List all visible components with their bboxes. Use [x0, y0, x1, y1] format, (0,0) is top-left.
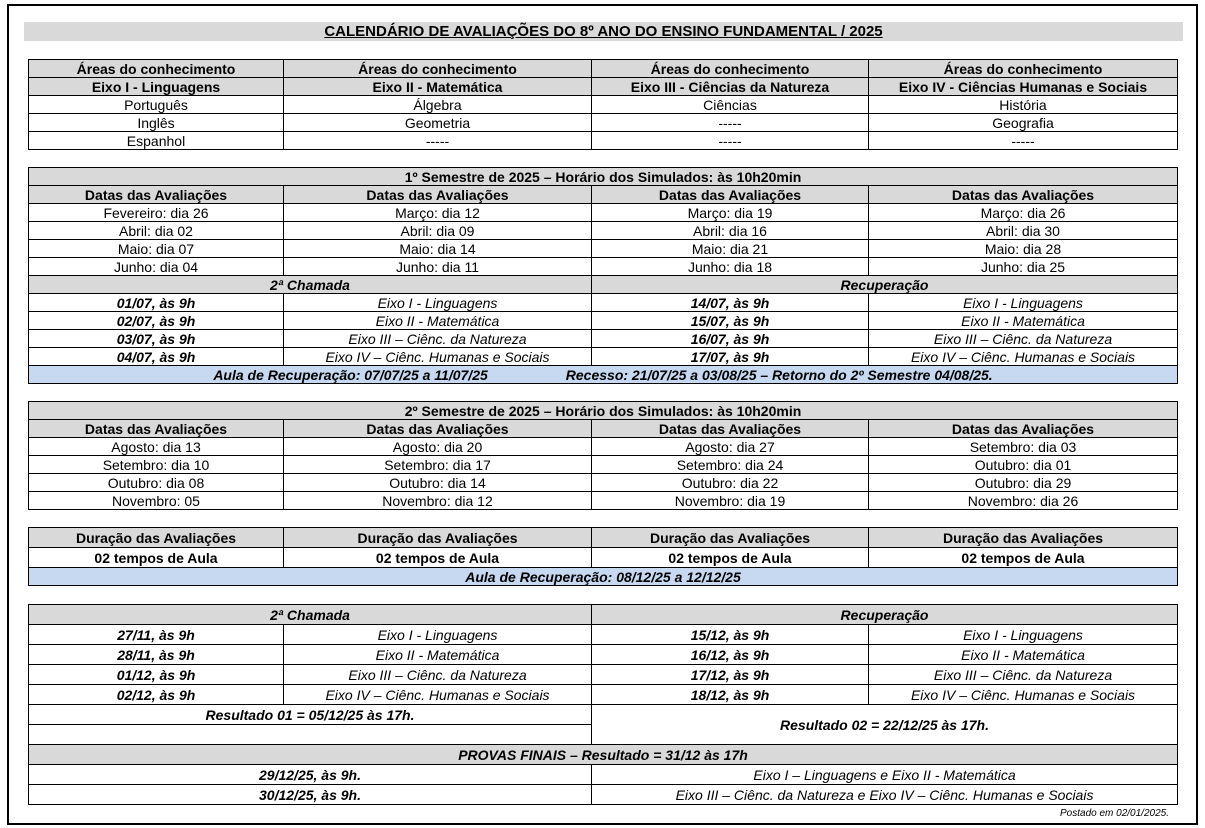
- dates-header: Datas das Avaliações: [592, 186, 869, 204]
- date-cell: Março: dia 26: [869, 204, 1178, 222]
- aula-recuperacao-row: Aula de Recuperação: 08/12/25 a 12/12/25: [29, 568, 1178, 586]
- dates-header: Datas das Avaliações: [29, 420, 284, 438]
- recuperacao-recesso-row: [29, 366, 1178, 384]
- date-cell: Junho: dia 11: [284, 258, 592, 276]
- exam-axis: Eixo III – Ciênc. da Natureza: [284, 665, 592, 685]
- final-table: [28, 604, 1178, 805]
- areas-header: Áreas do conhecimento: [869, 60, 1178, 78]
- subject-cell: Geometria: [284, 114, 592, 132]
- semester2-title: 2º Semestre de 2025 – Horário dos Simulados: às 10h20min: [29, 402, 1178, 420]
- exam-date: 17/07, às 9h: [592, 348, 869, 366]
- exam-axis: Eixo I - Linguagens: [284, 294, 592, 312]
- recuperacao-header: Recuperação: [592, 605, 1178, 625]
- exam-date: 28/11, às 9h: [29, 645, 284, 665]
- areas-header: Áreas do conhecimento: [592, 60, 869, 78]
- date-cell: Outubro: dia 14: [284, 474, 592, 492]
- exam-date: 03/07, às 9h: [29, 330, 284, 348]
- exam-axis: Eixo II - Matemática: [284, 312, 592, 330]
- exam-axis: Eixo I - Linguagens: [869, 294, 1178, 312]
- exam-axis: Eixo III – Ciênc. da Natureza: [869, 330, 1178, 348]
- subject-cell: Geografia: [869, 114, 1178, 132]
- date-cell: Maio: dia 28: [869, 240, 1178, 258]
- date-cell: Abril: dia 09: [284, 222, 592, 240]
- subject-cell: História: [869, 96, 1178, 114]
- date-cell: Setembro: dia 10: [29, 456, 284, 474]
- areas-header: Áreas do conhecimento: [284, 60, 592, 78]
- duracao-value: 02 tempos de Aula: [592, 548, 869, 568]
- aula-recuperacao-text: Aula de Recuperação: 07/07/25 a 11/07/25: [213, 366, 488, 383]
- exam-date: 15/07, às 9h: [592, 312, 869, 330]
- semester1-table: [28, 167, 1178, 384]
- subject-cell: Inglês: [29, 114, 284, 132]
- date-cell: Outubro: dia 22: [592, 474, 869, 492]
- dates-header: Datas das Avaliações: [284, 186, 592, 204]
- duracao-value: 02 tempos de Aula: [284, 548, 592, 568]
- exam-date: 02/07, às 9h: [29, 312, 284, 330]
- date-cell: Abril: dia 16: [592, 222, 869, 240]
- dates-header: Datas das Avaliações: [592, 420, 869, 438]
- date-cell: Setembro: dia 17: [284, 456, 592, 474]
- posted-date: Postado em 02/01/2025.: [1060, 808, 1169, 819]
- exam-axis: Eixo III – Ciênc. da Natureza: [284, 330, 592, 348]
- empty-cell: [29, 725, 592, 745]
- date-cell: Junho: dia 25: [869, 258, 1178, 276]
- exam-axis: Eixo IV – Ciênc. Humanas e Sociais: [869, 685, 1178, 705]
- provas-finais-header: PROVAS FINAIS – Resultado = 31/12 às 17h: [29, 745, 1178, 765]
- date-cell: Junho: dia 04: [29, 258, 284, 276]
- exam-date: 27/11, às 9h: [29, 625, 284, 645]
- date-cell: Junho: dia 18: [592, 258, 869, 276]
- subject-cell: Espanhol: [29, 132, 284, 150]
- exam-date: 16/12, às 9h: [592, 645, 869, 665]
- date-cell: Setembro: dia 03: [869, 438, 1178, 456]
- exam-axis: Eixo I - Linguagens: [869, 625, 1178, 645]
- exam-date: 01/12, às 9h: [29, 665, 284, 685]
- dates-header: Datas das Avaliações: [284, 420, 592, 438]
- date-cell: Abril: dia 30: [869, 222, 1178, 240]
- exam-date: 18/12, às 9h: [592, 685, 869, 705]
- exam-date: 01/07, às 9h: [29, 294, 284, 312]
- date-cell: Março: dia 12: [284, 204, 592, 222]
- page-title: CALENDÁRIO DE AVALIAÇÕES DO 8º ANO DO ENSINO FUNDAMENTAL / 2025: [24, 22, 1183, 41]
- eixo-header: Eixo II - Matemática: [284, 78, 592, 96]
- areas-table: [28, 59, 1178, 150]
- duracao-header: Duração das Avaliações: [29, 528, 284, 548]
- exam-date: 17/12, às 9h: [592, 665, 869, 685]
- subject-cell: -----: [284, 132, 592, 150]
- subject-cell: Ciências: [592, 96, 869, 114]
- date-cell: Fevereiro: dia 26: [29, 204, 284, 222]
- date-cell: Outubro: dia 29: [869, 474, 1178, 492]
- date-cell: Maio: dia 21: [592, 240, 869, 258]
- date-cell: Agosto: dia 27: [592, 438, 869, 456]
- dates-header: Datas das Avaliações: [869, 186, 1178, 204]
- provas-date: 29/12/25, às 9h.: [29, 765, 592, 785]
- date-cell: Novembro: dia 12: [284, 492, 592, 510]
- duracao-header: Duração das Avaliações: [592, 528, 869, 548]
- semester1-title: 1º Semestre de 2025 – Horário dos Simulados: às 10h20min: [29, 168, 1178, 186]
- exam-axis: Eixo II - Matemática: [869, 312, 1178, 330]
- exam-axis: Eixo II - Matemática: [284, 645, 592, 665]
- provas-axis: Eixo I – Linguagens e Eixo II - Matemática: [592, 765, 1178, 785]
- resultado-02: Resultado 02 = 22/12/25 às 17h.: [592, 705, 1178, 745]
- eixo-header: Eixo III - Ciências da Natureza: [592, 78, 869, 96]
- date-cell: Outubro: dia 08: [29, 474, 284, 492]
- resultado-01: Resultado 01 = 05/12/25 às 17h.: [29, 705, 592, 725]
- semester2-table: [28, 401, 1178, 510]
- chamada-header: 2ª Chamada: [29, 605, 592, 625]
- provas-axis: Eixo III – Ciênc. da Natureza e Eixo IV – Ciênc. Humanas e Sociais: [592, 785, 1178, 805]
- subject-cell: -----: [869, 132, 1178, 150]
- dates-header: Datas das Avaliações: [29, 186, 284, 204]
- date-cell: Março: dia 19: [592, 204, 869, 222]
- duracao-value: 02 tempos de Aula: [29, 548, 284, 568]
- date-cell: Agosto: dia 13: [29, 438, 284, 456]
- date-cell: Maio: dia 07: [29, 240, 284, 258]
- exam-axis: Eixo IV – Ciênc. Humanas e Sociais: [869, 348, 1178, 366]
- exam-axis: Eixo II - Matemática: [869, 645, 1178, 665]
- exam-axis: Eixo IV – Ciênc. Humanas e Sociais: [284, 348, 592, 366]
- exam-axis: Eixo I - Linguagens: [284, 625, 592, 645]
- date-cell: Outubro: dia 01: [869, 456, 1178, 474]
- duracao-header: Duração das Avaliações: [284, 528, 592, 548]
- areas-header: Áreas do conhecimento: [29, 60, 284, 78]
- eixo-header: Eixo IV - Ciências Humanas e Sociais: [869, 78, 1178, 96]
- exam-axis: Eixo III – Ciênc. da Natureza: [869, 665, 1178, 685]
- date-cell: Agosto: dia 20: [284, 438, 592, 456]
- subject-cell: -----: [592, 132, 869, 150]
- date-cell: Novembro: dia 19: [592, 492, 869, 510]
- duracao-header: Duração das Avaliações: [869, 528, 1178, 548]
- date-cell: Novembro: dia 26: [869, 492, 1178, 510]
- date-cell: Maio: dia 14: [284, 240, 592, 258]
- exam-date: 14/07, às 9h: [592, 294, 869, 312]
- exam-date: 16/07, às 9h: [592, 330, 869, 348]
- date-cell: Novembro: 05: [29, 492, 284, 510]
- eixo-header: Eixo I - Linguagens: [29, 78, 284, 96]
- subject-cell: Português: [29, 96, 284, 114]
- date-cell: Abril: dia 02: [29, 222, 284, 240]
- recesso-text: Recesso: 21/07/25 a 03/08/25 – Retorno do 2º Semestre 04/08/25.: [565, 366, 993, 383]
- chamada-header: 2ª Chamada: [29, 276, 592, 294]
- provas-date: 30/12/25, às 9h.: [29, 785, 592, 805]
- recuperacao-header: Recuperação: [592, 276, 1178, 294]
- duracao-value: 02 tempos de Aula: [869, 548, 1178, 568]
- dates-header: Datas das Avaliações: [869, 420, 1178, 438]
- duracao-table: [28, 527, 1178, 586]
- date-cell: Setembro: dia 24: [592, 456, 869, 474]
- subject-cell: Álgebra: [284, 96, 592, 114]
- exam-date: 04/07, às 9h: [29, 348, 284, 366]
- exam-date: 02/12, às 9h: [29, 685, 284, 705]
- exam-axis: Eixo IV – Ciênc. Humanas e Sociais: [284, 685, 592, 705]
- exam-date: 15/12, às 9h: [592, 625, 869, 645]
- subject-cell: -----: [592, 114, 869, 132]
